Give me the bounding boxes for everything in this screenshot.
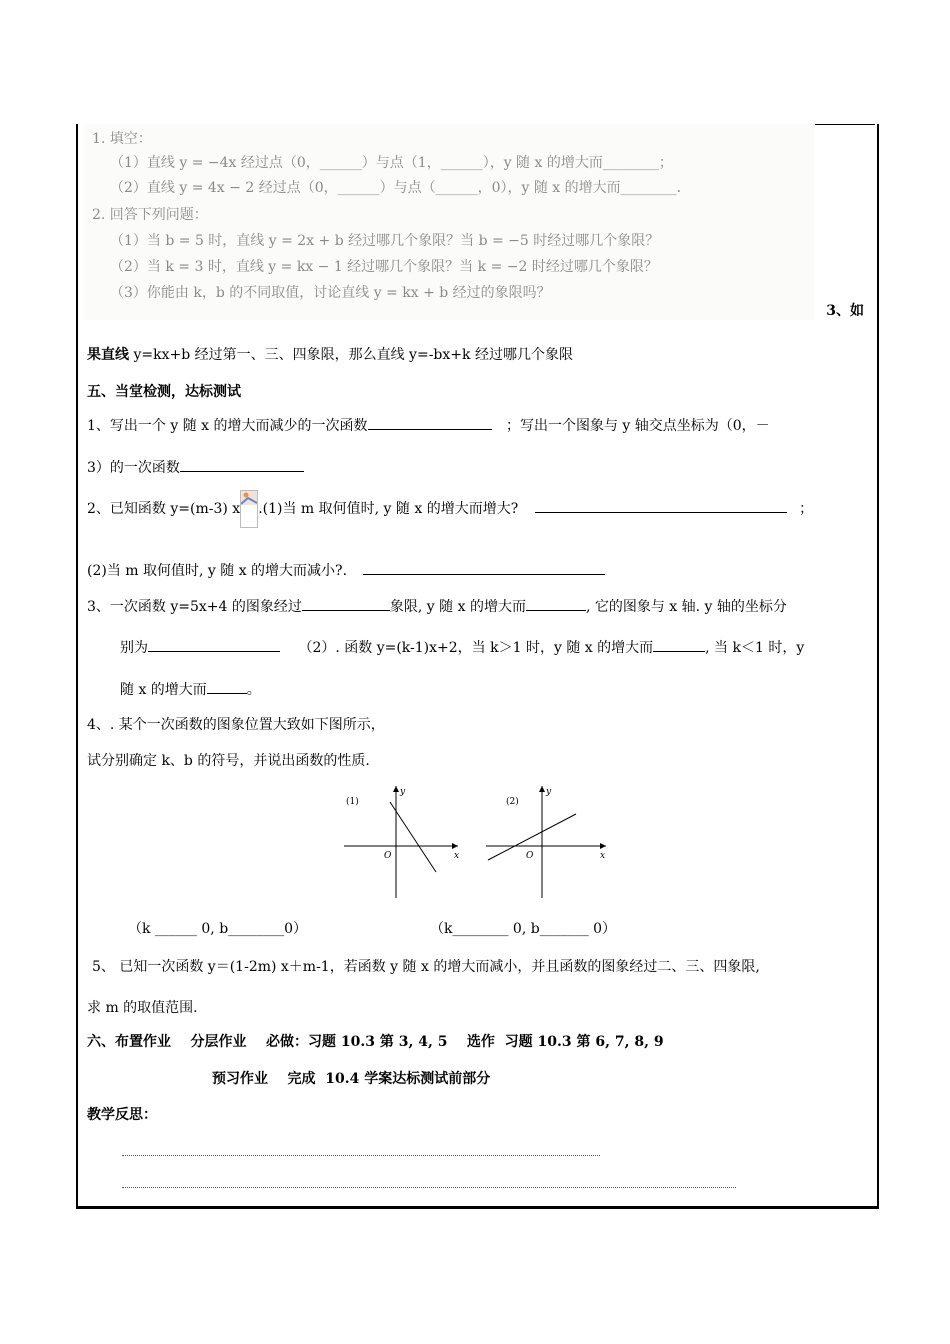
t3-line1 xyxy=(87,596,787,616)
section6-heading: 六、布置作业 分层作业 必做：习题 10.3 第 3, 4, 5 选作 习题 10.3 第 6, 7, 8, 9 xyxy=(87,1034,664,1050)
q3-bold: 果直线 xyxy=(87,347,129,363)
t3-blank1[interactable] xyxy=(302,596,390,611)
t1-line1 xyxy=(87,415,770,435)
img-q1-1: （1）直线 y = −4x 经过点（0，______）与点（1，______），y 随 x 的增大而________； xyxy=(110,155,673,171)
img-q2: 2. 回答下列问题： xyxy=(92,207,208,223)
q3-rest: y=kx+b 经过第一、三、四象限，那么直线 y=-bx+k 经过哪几个象限 xyxy=(129,347,573,363)
t2-c: ； xyxy=(799,501,814,517)
t3-blank4[interactable] xyxy=(653,637,705,652)
t5-line1: 5、 已知一次函数 y＝(1-2m) x＋m-1，若函数 y 随 x 的增大而减小，并且函数的图象经过二、三、四象限, xyxy=(92,959,760,975)
t3-h: 。 xyxy=(246,682,261,698)
graph2-y: y xyxy=(546,787,552,797)
t4-line2: 试分别确定 k、b 的符号，并说出函数的性质. xyxy=(87,753,370,769)
img-q2-1: （1）当 b = 5 时，直线 y = 2x + b 经过哪几个象限？当 b = −5 时经过哪几个象限？ xyxy=(110,233,660,249)
preview-homework: 预习作业 完成 10.4 学案达标测试前部分 xyxy=(212,1071,491,1087)
graph2-o: O xyxy=(526,851,534,861)
t3-line3 xyxy=(120,679,261,699)
t2-a: 2、已知函数 y=(m-3) x xyxy=(87,501,241,517)
t3-e: （2）. 函数 y=(k-1)x+2，当 k＞1 时，y 随 x 的增大而 xyxy=(298,640,654,656)
t1-blank1[interactable] xyxy=(368,415,492,430)
graph1-label: (1) xyxy=(346,797,359,807)
t3-d: 别为 xyxy=(120,640,148,656)
exercise-image xyxy=(84,124,814,320)
reflection-line-2[interactable] xyxy=(122,1187,736,1188)
t1-b: ；写出一个图象与 y 轴交点坐标为（0，－ xyxy=(505,418,770,434)
img-q2-2: （2）当 k = 3 时，直线 y = kx − 1 经过哪几个象限？当 k = −2 时经过哪几个象限？ xyxy=(110,259,658,275)
graph2-x: x xyxy=(600,851,606,861)
graph1-o: O xyxy=(384,851,392,861)
answer-1: （k ______ 0, b________0） xyxy=(128,921,308,937)
t3-blank5[interactable] xyxy=(207,679,247,694)
graph2-label: (2) xyxy=(506,797,519,807)
t2-blank1[interactable] xyxy=(535,498,787,513)
t3-a: 3、一次函数 y=5x+4 的图象经过 xyxy=(87,599,302,615)
graph1-y: y xyxy=(400,787,406,797)
t4-line1: 4、. 某个一次函数的图象位置大致如下图所示， xyxy=(87,717,385,733)
graph-2 xyxy=(486,786,606,898)
t3-c: , 它的图象与 x 轴. y 轴的坐标分 xyxy=(585,599,787,615)
t2-b: .(1)当 m 取何值时, y 随 x 的增大而增大? xyxy=(258,501,519,517)
img-q1: 1. 填空： xyxy=(92,131,152,147)
graph1-x: x xyxy=(454,851,460,861)
t3-f: , 当 k＜1 时，y xyxy=(705,640,805,656)
section5-heading: 五、当堂检测，达标测试 xyxy=(87,384,241,400)
t5-line2: 求 m 的取值范围. xyxy=(87,1000,198,1016)
t3-blank2[interactable] xyxy=(526,596,586,611)
t1-c: 3）的一次函数 xyxy=(87,460,180,476)
graph-1 xyxy=(344,786,459,898)
answer-2: （k________ 0, b_______ 0） xyxy=(430,921,617,937)
img-q1-2: （2）直线 y = 4x − 2 经过点（0，______）与点（______，0），y 随 x 的增大而________． xyxy=(110,180,691,196)
t2-d: (2)当 m 取何值时, y 随 x 的增大而减小?. xyxy=(87,563,348,579)
t2-line1 xyxy=(87,490,813,530)
t3-b: 象限, y 随 x 的增大而 xyxy=(389,599,526,615)
q3-line xyxy=(87,344,573,364)
reflection-heading: 教学反思： xyxy=(87,1107,157,1123)
t1-a: 1、写出一个 y 随 x 的增大而减少的一次函数 xyxy=(87,418,368,434)
t2-blank2[interactable] xyxy=(363,560,605,575)
function-graphs xyxy=(340,780,610,900)
q3-start: 3、如 xyxy=(826,303,864,319)
t3-g: 随 x 的增大而 xyxy=(120,682,207,698)
t1-line2 xyxy=(87,457,304,477)
reflection-line-1[interactable] xyxy=(122,1155,600,1156)
formula-image xyxy=(240,490,258,528)
t1-blank2[interactable] xyxy=(180,457,304,472)
t3-blank3[interactable] xyxy=(148,637,280,652)
t2-line2 xyxy=(87,560,605,580)
img-q2-3: （3）你能由 k，b 的不同取值，讨论直线 y = kx + b 经过的象限吗？ xyxy=(110,285,551,301)
t3-line2 xyxy=(120,637,804,657)
